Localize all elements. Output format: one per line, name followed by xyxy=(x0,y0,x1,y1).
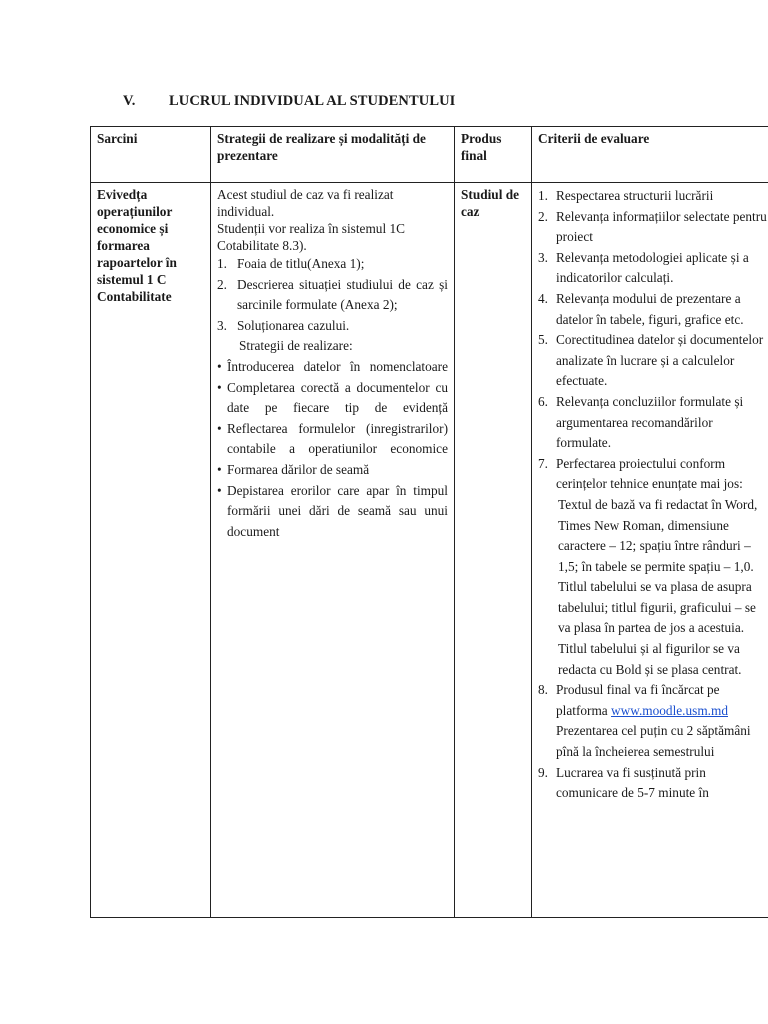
section-title: LUCRUL INDIVIDUAL AL STUDENTULUI xyxy=(169,93,456,109)
task-cell xyxy=(91,183,211,918)
list-item: • Întroducerea datelor în nomenclatoare xyxy=(217,358,448,374)
strategy-steps xyxy=(217,254,448,336)
strategy-cell xyxy=(211,183,455,918)
section-heading xyxy=(123,93,455,110)
list-item: 1. Foaia de titlu(Anexa 1); xyxy=(217,256,365,271)
header-criterii: Criterii de evaluare xyxy=(532,127,768,183)
list-item: 9. Lucrarea va fi susținută prin comunicare de 5-7 minute în xyxy=(538,764,709,801)
criteria-list-continued xyxy=(538,680,768,804)
list-item: 7. Perfectarea proiectului conform cerințelor tehnice enunțate mai jos: xyxy=(538,455,743,492)
list-item: 3. Relevanța metodologiei aplicate și a indicatorilor calculați. xyxy=(538,249,749,286)
list-item: 8. Produsul final va fi încărcat pe platforma www.moodle.usm.md Prezentarea cel puțin cu 2 săptămâni pînă la încheierea semestrului xyxy=(538,682,751,760)
task-text: Evivedța operațiunilor economice și formarea rapoartelor în sistemul 1 C Contabilitate xyxy=(97,187,177,304)
header-produs: Produs final xyxy=(455,127,532,183)
criteria-cell xyxy=(532,183,768,918)
list-item: 4. Relevanța modului de prezentare a datelor în tabele, figuri, grafice etc. xyxy=(538,290,744,327)
strategy-subheading: Strategii de realizare: xyxy=(239,338,353,354)
table-header-row xyxy=(91,127,768,183)
product-cell xyxy=(455,183,532,918)
list-item: • Completarea corectă a documentelor cu date pe fiecare tip de evidență xyxy=(217,379,448,416)
list-item: 2. Relevanța informațiilor selectate pentru proiect xyxy=(538,208,767,245)
strategy-bullets xyxy=(217,357,448,542)
section-number: V. xyxy=(123,93,136,109)
list-item: • Depistarea erorilor care apar în timpul formării unei dări de seamă sau unui document xyxy=(217,482,448,539)
criteria-note: Textul de bază va fi redactat în Word, Times New Roman, dimensiune caractere – 12; spațiu între rânduri – 1,5; în tabele se permite spațiu – 1,0. Titlul tabelului se va plasa de asupra tabelului; titlul figurii, graficului – se va plasa în partea de jos a acestuia. Titlul tabelului și al figurilor se va redacta cu Bold și se plasa centrat. xyxy=(558,496,758,677)
strategy-intro-1: Acest studiul de caz va fi realizat individual. xyxy=(217,187,394,219)
list-item: 2. Descrierea situației studiului de caz și sarcinile formulate (Anexa 2); xyxy=(217,276,448,313)
header-sarcini: Sarcini xyxy=(91,127,211,183)
header-strategii: Strategii de realizare și modalități de prezentare xyxy=(211,127,455,183)
individual-work-table xyxy=(90,126,768,918)
moodle-link[interactable]: www.moodle.usm.md xyxy=(611,702,728,718)
list-item: 6. Relevanța concluziilor formulate și argumentarea recomandărilor formulate. xyxy=(538,393,744,451)
strategy-intro-2: Studenții vor realiza în sistemul 1C Cotabilitate 8.3). xyxy=(217,221,405,253)
criteria-list xyxy=(538,186,768,495)
product-text: Studiul de caz xyxy=(461,187,520,219)
list-item: • Reflectarea formulelor (inregistrarilor) contabile a operatiunilor economice xyxy=(217,420,448,457)
list-item: 3. Soluționarea cazului. xyxy=(217,317,350,333)
list-item: • Formarea dărilor de seamă xyxy=(217,461,370,477)
list-item: 5. Corectitudinea datelor și documentelor analizate în lucrare și a calculelor efectuate. xyxy=(538,332,764,389)
list-item: 1. Respectarea structurii lucrării xyxy=(538,188,714,203)
table-row xyxy=(91,183,768,918)
